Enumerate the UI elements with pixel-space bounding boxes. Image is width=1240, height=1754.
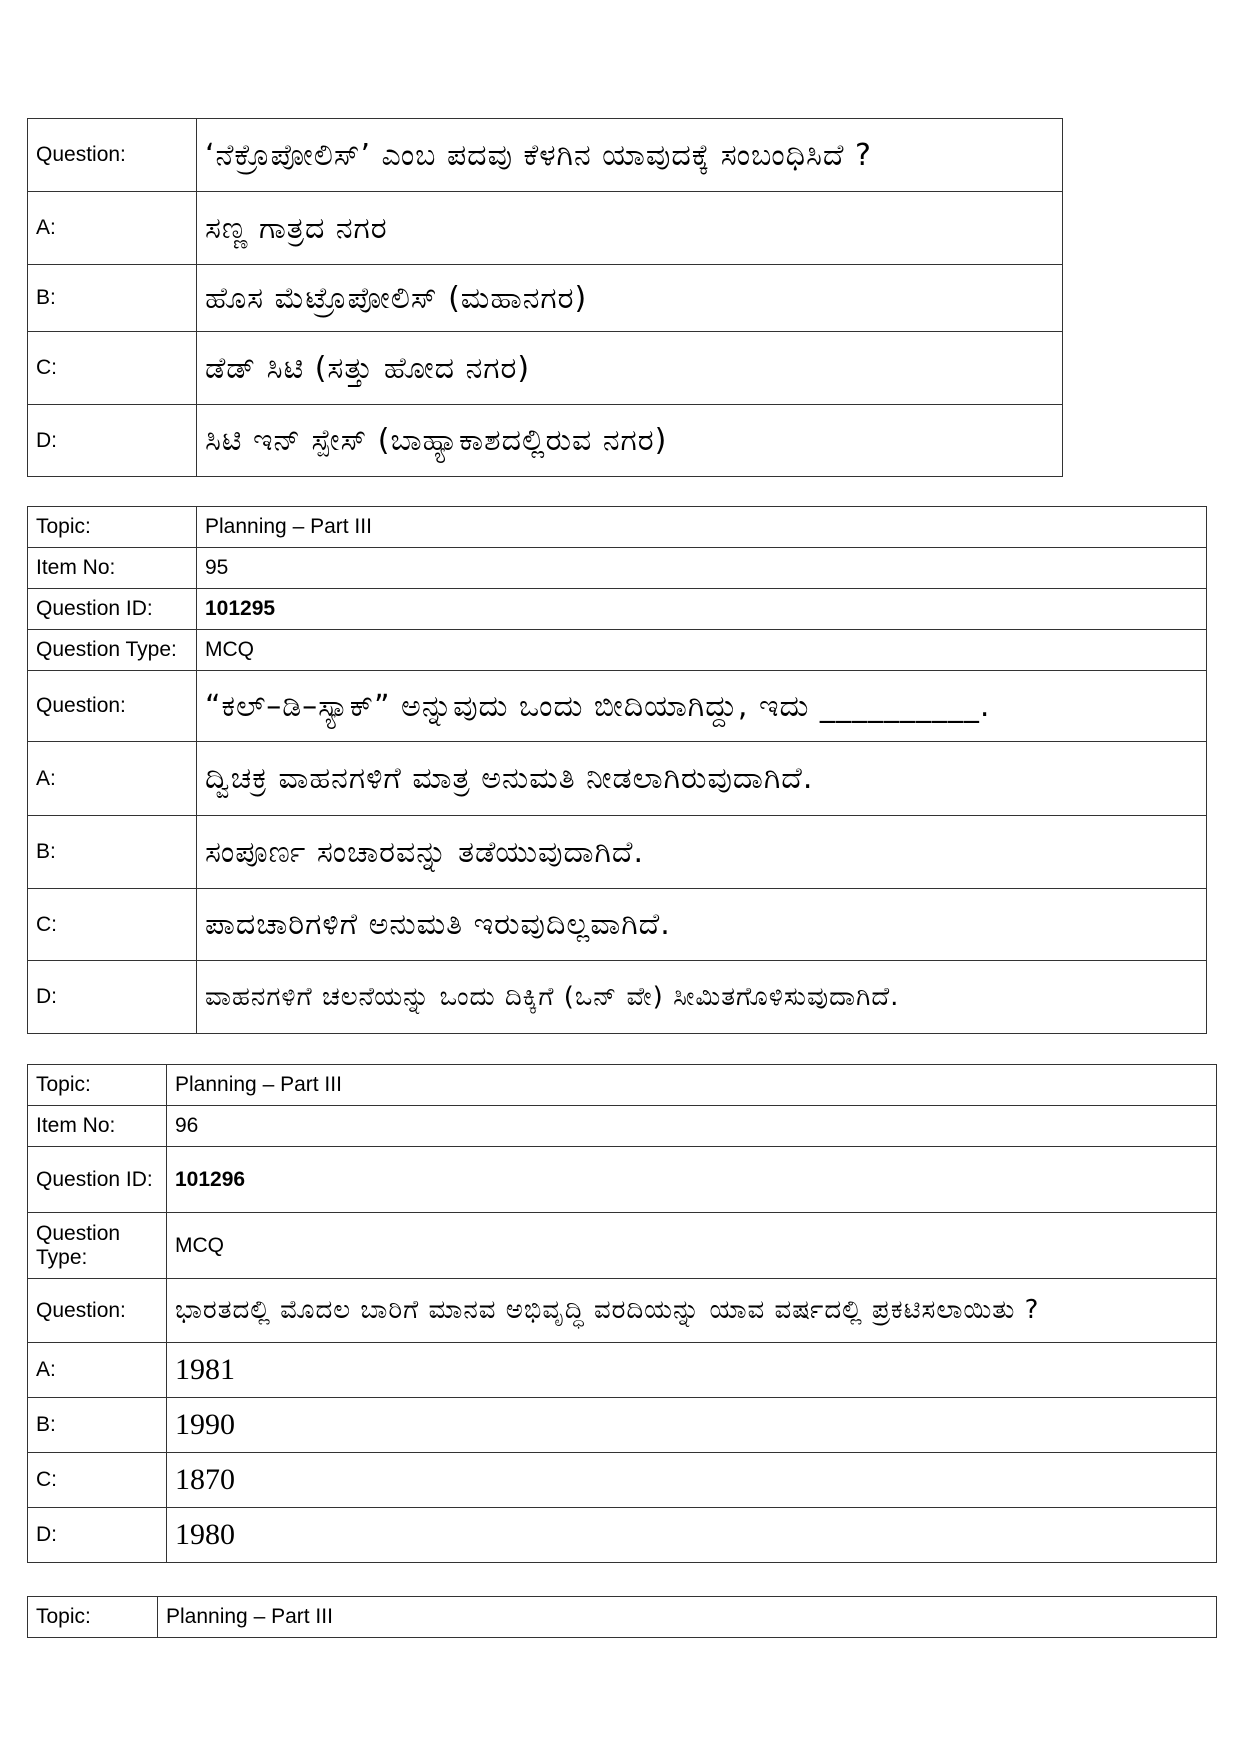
question-type-value: MCQ (167, 1213, 1217, 1279)
topic-value: Planning – Part III (197, 507, 1207, 548)
question-id-value: 101295 (197, 589, 1207, 630)
question-type-row (28, 630, 1207, 671)
option-d-row (28, 1508, 1217, 1563)
option-d-label: D: (28, 405, 197, 477)
topic-label: Topic: (28, 1065, 167, 1106)
question-id-row (28, 589, 1207, 630)
topic-row (28, 1065, 1217, 1106)
question-type-value: MCQ (197, 630, 1207, 671)
option-c-label: C: (28, 1453, 167, 1508)
option-b-text: ಸಂಪೂರ್ಣ ಸಂಚಾರವನ್ನು ತಡೆಯುವುದಾಗಿದೆ. (197, 816, 1207, 889)
option-a-row (28, 192, 1063, 265)
option-c-label: C: (28, 889, 197, 961)
question-text: ‘ನೆಕ್ರೊಪೋಲಿಸ್’ ಎಂಬ ಪದವು ಕೆಳಗಿನ ಯಾವುದಕ್ಕೆ ಸಂಬಂಧಿಸಿದೆ ? (197, 119, 1063, 192)
question-type-row (28, 1213, 1217, 1279)
option-b-row (28, 265, 1063, 332)
question-label: Question: (28, 119, 197, 192)
option-a-label: A: (28, 1343, 167, 1398)
option-c-row (28, 889, 1207, 961)
option-a-row (28, 1343, 1217, 1398)
option-d-text: 1980 (167, 1508, 1217, 1563)
option-b-row (28, 1398, 1217, 1453)
option-b-label: B: (28, 816, 197, 889)
option-c-text: 1870 (167, 1453, 1217, 1508)
option-d-row (28, 961, 1207, 1034)
option-a-label: A: (28, 192, 197, 265)
topic-value: Planning – Part III (167, 1065, 1217, 1106)
option-c-text: ಪಾದಚಾರಿಗಳಿಗೆ ಅನುಮತಿ ಇರುವುದಿಲ್ಲವಾಗಿದೆ. (197, 889, 1207, 961)
option-c-label: C: (28, 332, 197, 405)
item-no-label: Item No: (28, 548, 197, 589)
topic-row (28, 507, 1207, 548)
option-b-label: B: (28, 1398, 167, 1453)
option-d-text: ಸಿಟಿ ಇನ್ ಸ್ಪೇಸ್ (ಬಾಹ್ಯಾಕಾಶದಲ್ಲಿರುವ ನಗರ) (197, 405, 1063, 477)
question-94-table (27, 118, 1063, 477)
item-no-value: 95 (197, 548, 1207, 589)
question-label: Question: (28, 671, 197, 742)
option-a-text: ಸಣ್ಣ ಗಾತ್ರದ ನಗರ (197, 192, 1063, 265)
question-row (28, 119, 1063, 192)
option-d-row (28, 405, 1063, 477)
option-b-text: ಹೊಸ ಮೆಟ್ರೊಪೋಲಿಸ್ (ಮಹಾನಗರ) (197, 265, 1063, 332)
option-a-text: ದ್ವಿಚಕ್ರ ವಾಹನಗಳಿಗೆ ಮಾತ್ರ ಅನುಮತಿ ನೀಡಲಾಗಿರುವುದಾಗಿದೆ. (197, 742, 1207, 816)
option-a-label: A: (28, 742, 197, 816)
question-id-label: Question ID: (28, 1147, 167, 1213)
topic-value: Planning – Part III (158, 1597, 1217, 1638)
question-96-table (27, 1064, 1217, 1563)
option-c-row (28, 1453, 1217, 1508)
option-b-label: B: (28, 265, 197, 332)
question-text: “ಕಲ್–ಡಿ–ಸ್ಯಾಕ್” ಅನ್ನುವುದು ಒಂದು ಬೀದಿಯಾಗಿದ್ದು, ಇದು __________. (197, 671, 1207, 742)
question-text: ಭಾರತದಲ್ಲಿ ಮೊದಲ ಬಾರಿಗೆ ಮಾನವ ಅಭಿವೃದ್ಧಿ ವರದಿಯನ್ನು ಯಾವ ವರ್ಷದಲ್ಲಿ ಪ್ರಕಟಿಸಲಾಯಿತು ? (167, 1279, 1217, 1343)
item-no-label: Item No: (28, 1106, 167, 1147)
question-95-table (27, 506, 1207, 1034)
topic-label: Topic: (28, 1597, 158, 1638)
option-d-label: D: (28, 961, 197, 1034)
question-row (28, 1279, 1217, 1343)
question-id-value: 101296 (167, 1147, 1217, 1213)
question-id-label: Question ID: (28, 589, 197, 630)
option-a-row (28, 742, 1207, 816)
option-d-text: ವಾಹನಗಳಿಗೆ ಚಲನೆಯನ್ನು ಒಂದು ದಿಕ್ಕಿಗೆ (ಒನ್ ವೇ) ಸೀಮಿತಗೊಳಿಸುವುದಾಗಿದೆ. (197, 961, 1207, 1034)
option-c-text: ಡೆಡ್ ಸಿಟಿ (ಸತ್ತು ಹೋದ ನಗರ) (197, 332, 1063, 405)
question-label: Question: (28, 1279, 167, 1343)
item-no-value: 96 (167, 1106, 1217, 1147)
question-type-label: Question Type: (28, 630, 197, 671)
option-b-text: 1990 (167, 1398, 1217, 1453)
topic-label: Topic: (28, 507, 197, 548)
question-id-row (28, 1147, 1217, 1213)
item-no-row (28, 1106, 1217, 1147)
option-c-row (28, 332, 1063, 405)
question-97-table (27, 1596, 1217, 1638)
option-a-text: 1981 (167, 1343, 1217, 1398)
option-d-label: D: (28, 1508, 167, 1563)
option-b-row (28, 816, 1207, 889)
topic-row (28, 1597, 1217, 1638)
question-type-label: Question Type: (28, 1213, 167, 1279)
item-no-row (28, 548, 1207, 589)
question-row (28, 671, 1207, 742)
